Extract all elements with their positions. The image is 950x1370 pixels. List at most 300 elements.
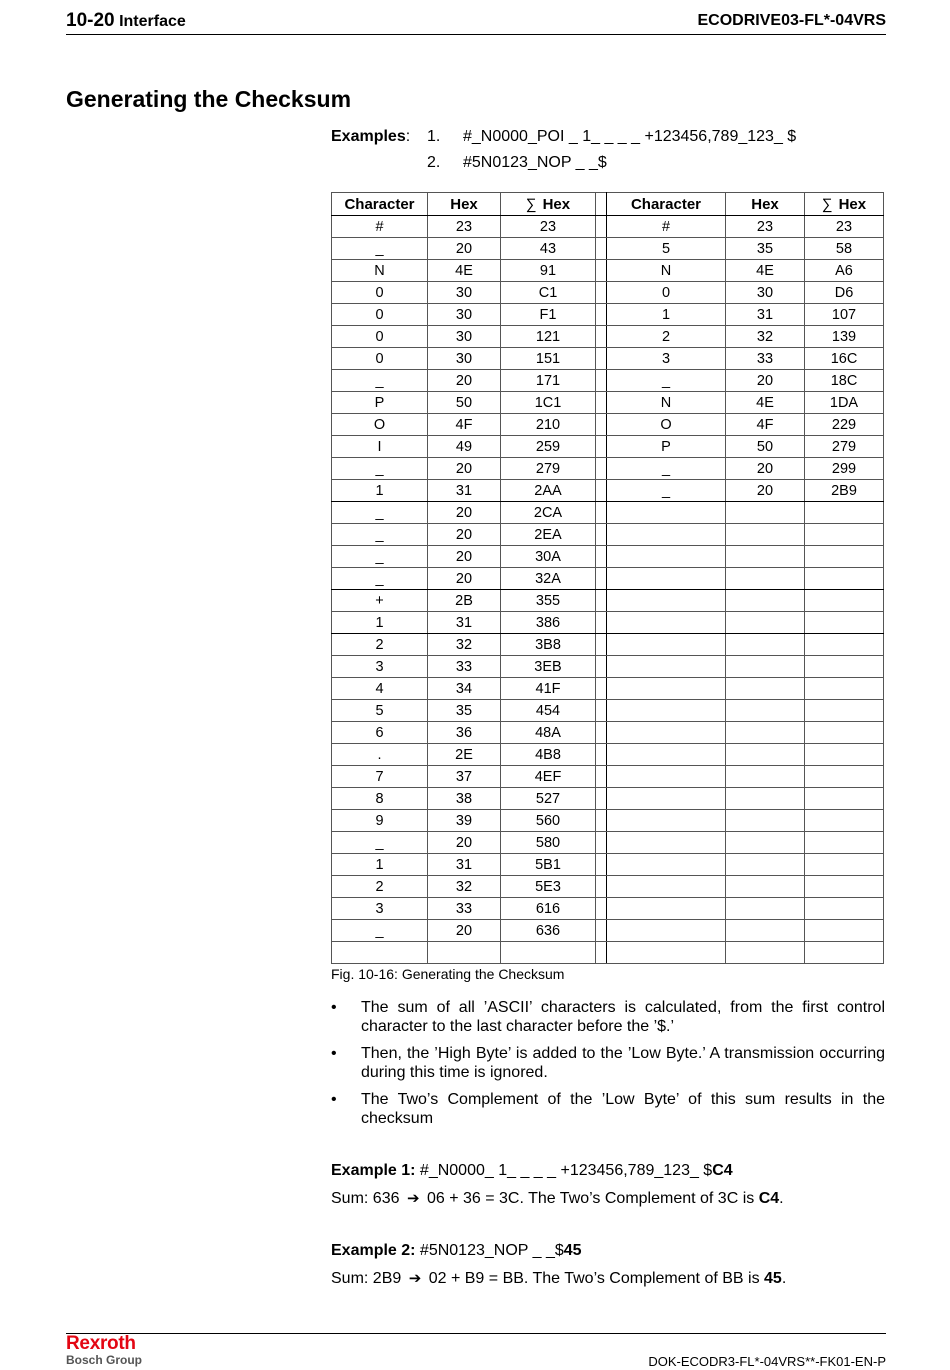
- cell-sum-hex: [805, 876, 884, 898]
- logo-brand: Rexroth: [66, 1333, 136, 1354]
- cell-character: I: [332, 436, 428, 458]
- cell-character: 3: [332, 656, 428, 678]
- cell-sum-hex: 43: [501, 238, 596, 260]
- cell-character: _: [332, 524, 428, 546]
- cell-sum-hex: 580: [501, 832, 596, 854]
- table-row: [332, 436, 884, 458]
- cell-character: 5: [332, 700, 428, 722]
- column-divider: [596, 568, 607, 590]
- column-divider: [596, 216, 607, 238]
- column-divider: [596, 304, 607, 326]
- cell-sum-hex: 616: [501, 898, 596, 920]
- column-divider: [596, 832, 607, 854]
- cell-character: _: [607, 370, 726, 392]
- column-divider: [596, 788, 607, 810]
- cell-character: _: [607, 480, 726, 502]
- cell-hex: 20: [726, 458, 805, 480]
- table-row: [332, 304, 884, 326]
- cell-character: _: [332, 546, 428, 568]
- table-row: [332, 744, 884, 766]
- table-row: [332, 722, 884, 744]
- cell-sum-hex: [805, 612, 884, 634]
- cell-hex: 20: [428, 568, 501, 590]
- cell-hex: 20: [428, 502, 501, 524]
- col-header-sum-hex: ∑ Hex: [501, 193, 596, 216]
- cell-sum-hex: 139: [805, 326, 884, 348]
- table-row: [332, 656, 884, 678]
- cell-character: [607, 854, 726, 876]
- cell-sum-hex: [805, 502, 884, 524]
- cell-character: 1: [332, 854, 428, 876]
- cell-hex: [726, 920, 805, 942]
- cell-character: 7: [332, 766, 428, 788]
- document-id: DOK-ECODR3-FL*-04VRS**-FK01-EN-P: [648, 1354, 886, 1369]
- cell-hex: 35: [428, 700, 501, 722]
- cell-hex: 38: [428, 788, 501, 810]
- cell-sum-hex: [805, 744, 884, 766]
- table-row: [332, 832, 884, 854]
- cell-character: [607, 832, 726, 854]
- table-row: [332, 502, 884, 524]
- cell-character: N: [332, 260, 428, 282]
- cell-hex: 30: [428, 304, 501, 326]
- footer-divider: [66, 1333, 886, 1334]
- cell-sum-hex: [805, 942, 884, 964]
- cell-sum-hex: F1: [501, 304, 596, 326]
- cell-sum-hex: 41F: [501, 678, 596, 700]
- column-divider: [596, 920, 607, 942]
- figure-caption: Fig. 10-16: Generating the Checksum: [331, 966, 565, 982]
- cell-character: [607, 502, 726, 524]
- column-divider: [596, 282, 607, 304]
- cell-hex: 31: [428, 480, 501, 502]
- cell-character: [332, 942, 428, 964]
- column-divider: [596, 612, 607, 634]
- cell-sum-hex: 1DA: [805, 392, 884, 414]
- rexroth-logo: [66, 1334, 142, 1367]
- cell-sum-hex: 527: [501, 788, 596, 810]
- table-row: [332, 370, 884, 392]
- col-header-character: Character: [332, 193, 428, 216]
- column-divider: [596, 854, 607, 876]
- column-divider: [596, 414, 607, 436]
- column-divider: [596, 193, 607, 216]
- product-name: ECODRIVE03-FL*-04VRS: [697, 12, 886, 29]
- cell-character: _: [332, 568, 428, 590]
- cell-hex: 30: [428, 326, 501, 348]
- cell-character: 8: [332, 788, 428, 810]
- cell-character: 6: [332, 722, 428, 744]
- cell-sum-hex: 2B9: [805, 480, 884, 502]
- column-divider: [596, 392, 607, 414]
- cell-sum-hex: [805, 920, 884, 942]
- column-divider: [596, 744, 607, 766]
- cell-character: _: [332, 238, 428, 260]
- cell-sum-hex: [805, 546, 884, 568]
- table-row: [332, 238, 884, 260]
- cell-character: 0: [332, 326, 428, 348]
- cell-character: #: [332, 216, 428, 238]
- cell-sum-hex: 299: [805, 458, 884, 480]
- cell-hex: 31: [428, 612, 501, 634]
- col-header-hex: Hex: [428, 193, 501, 216]
- cell-hex: [726, 876, 805, 898]
- table-row: [332, 898, 884, 920]
- cell-character: [607, 898, 726, 920]
- cell-sum-hex: [805, 524, 884, 546]
- page-number: 10-20: [66, 10, 115, 31]
- cell-character: .: [332, 744, 428, 766]
- cell-hex: 35: [726, 238, 805, 260]
- cell-hex: 32: [428, 876, 501, 898]
- cell-sum-hex: 23: [805, 216, 884, 238]
- cell-sum-hex: [805, 810, 884, 832]
- column-divider: [596, 458, 607, 480]
- cell-hex: [726, 700, 805, 722]
- cell-sum-hex: [805, 898, 884, 920]
- table-row: [332, 678, 884, 700]
- bullet-icon: •: [331, 999, 337, 1016]
- cell-sum-hex: 18C: [805, 370, 884, 392]
- cell-character: [607, 700, 726, 722]
- cell-character: [607, 942, 726, 964]
- cell-sum-hex: 121: [501, 326, 596, 348]
- cell-hex: 4F: [428, 414, 501, 436]
- cell-sum-hex: 4B8: [501, 744, 596, 766]
- cell-character: 2: [332, 876, 428, 898]
- cell-hex: 33: [428, 656, 501, 678]
- cell-sum-hex: 259: [501, 436, 596, 458]
- cell-sum-hex: 58: [805, 238, 884, 260]
- column-divider: [596, 722, 607, 744]
- column-divider: [596, 480, 607, 502]
- table-row: [332, 788, 884, 810]
- cell-hex: 20: [428, 370, 501, 392]
- cell-sum-hex: [805, 568, 884, 590]
- list-item: • The Two’s Complement of the ’Low Byte’ of this sum results in the checksum: [331, 1091, 885, 1127]
- cell-hex: [726, 942, 805, 964]
- cell-hex: 2B: [428, 590, 501, 612]
- cell-character: 3: [607, 348, 726, 370]
- column-divider: [596, 524, 607, 546]
- cell-hex: [726, 568, 805, 590]
- cell-hex: 30: [428, 348, 501, 370]
- cell-hex: 32: [726, 326, 805, 348]
- cell-sum-hex: 210: [501, 414, 596, 436]
- cell-hex: 20: [428, 920, 501, 942]
- cell-character: [607, 788, 726, 810]
- cell-sum-hex: 151: [501, 348, 596, 370]
- cell-sum-hex: [805, 832, 884, 854]
- table-row: [332, 326, 884, 348]
- list-item: • Then, the ’High Byte’ is added to the ’Low Byte.’ A transmission occurring during this time is ignored.: [331, 1045, 885, 1081]
- header-left: [66, 10, 186, 32]
- table-row: [332, 700, 884, 722]
- column-divider: [596, 898, 607, 920]
- table-row: [332, 810, 884, 832]
- cell-hex: 20: [428, 832, 501, 854]
- cell-character: 4: [332, 678, 428, 700]
- column-divider: [596, 766, 607, 788]
- table-row: [332, 260, 884, 282]
- cell-hex: 20: [428, 458, 501, 480]
- col-header-character: Character: [607, 193, 726, 216]
- cell-character: [607, 634, 726, 656]
- cell-hex: 20: [428, 238, 501, 260]
- cell-character: [607, 656, 726, 678]
- page-header: [66, 8, 886, 35]
- table-row: [332, 634, 884, 656]
- cell-hex: 36: [428, 722, 501, 744]
- cell-character: 0: [607, 282, 726, 304]
- cell-hex: [726, 810, 805, 832]
- cell-hex: [726, 898, 805, 920]
- cell-hex: [726, 524, 805, 546]
- example2-line: Example 2: #5N0123_NOP _ _$45: [331, 1242, 582, 1259]
- cell-character: O: [332, 414, 428, 436]
- example1-line: Example 1: #_N0000_ 1_ _ _ _ +123456,789_123_ $C4: [331, 1162, 733, 1179]
- cell-character: _: [332, 458, 428, 480]
- column-divider: [596, 700, 607, 722]
- cell-hex: [726, 722, 805, 744]
- cell-sum-hex: 386: [501, 612, 596, 634]
- cell-character: [607, 546, 726, 568]
- cell-character: 0: [332, 282, 428, 304]
- cell-hex: 34: [428, 678, 501, 700]
- cell-sum-hex: [501, 942, 596, 964]
- cell-sum-hex: 23: [501, 216, 596, 238]
- table-header-row: [332, 193, 884, 216]
- column-divider: [596, 810, 607, 832]
- cell-character: _: [332, 920, 428, 942]
- cell-character: [607, 524, 726, 546]
- cell-sum-hex: [805, 656, 884, 678]
- column-divider: [596, 590, 607, 612]
- table-row: [332, 876, 884, 898]
- cell-hex: [726, 744, 805, 766]
- cell-character: 0: [332, 348, 428, 370]
- cell-character: [607, 920, 726, 942]
- cell-hex: 4E: [726, 392, 805, 414]
- table-row: [332, 766, 884, 788]
- cell-hex: 32: [428, 634, 501, 656]
- cell-character: 0: [332, 304, 428, 326]
- cell-sum-hex: 30A: [501, 546, 596, 568]
- cell-character: [607, 744, 726, 766]
- table-row: [332, 942, 884, 964]
- table-row: [332, 568, 884, 590]
- cell-sum-hex: 171: [501, 370, 596, 392]
- column-divider: [596, 546, 607, 568]
- cell-sum-hex: 2CA: [501, 502, 596, 524]
- table-row: [332, 854, 884, 876]
- cell-sum-hex: 636: [501, 920, 596, 942]
- cell-character: [607, 568, 726, 590]
- table-row: [332, 216, 884, 238]
- cell-sum-hex: 2EA: [501, 524, 596, 546]
- checksum-table: [331, 192, 884, 964]
- cell-sum-hex: 16C: [805, 348, 884, 370]
- cell-character: 2: [607, 326, 726, 348]
- cell-character: [607, 810, 726, 832]
- cell-hex: [726, 766, 805, 788]
- cell-sum-hex: 4EF: [501, 766, 596, 788]
- cell-sum-hex: 5E3: [501, 876, 596, 898]
- column-divider: [596, 634, 607, 656]
- cell-hex: 20: [428, 524, 501, 546]
- cell-sum-hex: A6: [805, 260, 884, 282]
- table-row: [332, 414, 884, 436]
- cell-hex: 4F: [726, 414, 805, 436]
- cell-hex: 20: [726, 480, 805, 502]
- cell-sum-hex: 5B1: [501, 854, 596, 876]
- cell-hex: 37: [428, 766, 501, 788]
- cell-hex: 31: [726, 304, 805, 326]
- cell-hex: [726, 590, 805, 612]
- cell-sum-hex: 229: [805, 414, 884, 436]
- page-title: Generating the Checksum: [66, 86, 352, 112]
- cell-character: 2: [332, 634, 428, 656]
- cell-hex: 50: [726, 436, 805, 458]
- bullet-list: [331, 998, 885, 1136]
- cell-hex: 4E: [428, 260, 501, 282]
- cell-hex: 30: [726, 282, 805, 304]
- cell-character: O: [607, 414, 726, 436]
- cell-sum-hex: [805, 722, 884, 744]
- cell-character: [607, 678, 726, 700]
- cell-character: _: [332, 502, 428, 524]
- column-divider: [596, 370, 607, 392]
- cell-character: N: [607, 392, 726, 414]
- table-body: [332, 216, 884, 964]
- table-row: [332, 480, 884, 502]
- column-divider: [596, 326, 607, 348]
- cell-character: 1: [332, 612, 428, 634]
- cell-sum-hex: 279: [805, 436, 884, 458]
- example1-sum-line: Sum: 636 ➔ 06 + 36 = 3C. The Two’s Complement of 3C is C4.: [331, 1190, 784, 1207]
- cell-sum-hex: [805, 854, 884, 876]
- cell-hex: 31: [428, 854, 501, 876]
- list-item: • The sum of all ’ASCII’ characters is calculated, from the first control character to the last character before the ’$.’: [331, 999, 885, 1035]
- example-number: 1.: [427, 128, 441, 145]
- arrow-right-icon: ➔: [406, 1190, 420, 1207]
- cell-sum-hex: [805, 634, 884, 656]
- table-row: [332, 612, 884, 634]
- column-divider: [596, 656, 607, 678]
- cell-sum-hex: 560: [501, 810, 596, 832]
- table-row: [332, 920, 884, 942]
- examples-label: Examples:: [331, 128, 411, 145]
- cell-sum-hex: 91: [501, 260, 596, 282]
- column-divider: [596, 942, 607, 964]
- cell-hex: 33: [726, 348, 805, 370]
- cell-sum-hex: 3EB: [501, 656, 596, 678]
- cell-sum-hex: [805, 678, 884, 700]
- cell-hex: 23: [726, 216, 805, 238]
- cell-sum-hex: C1: [501, 282, 596, 304]
- example-text: #_N0000_POI _ 1_ _ _ _ +123456,789_123_ $: [463, 128, 797, 145]
- cell-character: [607, 612, 726, 634]
- example-number: 2.: [427, 154, 441, 171]
- cell-character: 5: [607, 238, 726, 260]
- cell-hex: [726, 502, 805, 524]
- table-row: [332, 546, 884, 568]
- cell-character: _: [332, 370, 428, 392]
- cell-hex: 20: [428, 546, 501, 568]
- column-divider: [596, 238, 607, 260]
- cell-character: +: [332, 590, 428, 612]
- table-row: [332, 282, 884, 304]
- cell-sum-hex: 3B8: [501, 634, 596, 656]
- cell-sum-hex: 1C1: [501, 392, 596, 414]
- example-text: #5N0123_NOP _ _$: [463, 154, 607, 171]
- cell-hex: [726, 832, 805, 854]
- cell-sum-hex: 107: [805, 304, 884, 326]
- cell-sum-hex: 48A: [501, 722, 596, 744]
- cell-hex: [726, 678, 805, 700]
- cell-character: [607, 876, 726, 898]
- cell-character: N: [607, 260, 726, 282]
- cell-character: 1: [607, 304, 726, 326]
- cell-character: [607, 766, 726, 788]
- cell-hex: 39: [428, 810, 501, 832]
- cell-hex: 50: [428, 392, 501, 414]
- cell-sum-hex: [805, 590, 884, 612]
- cell-hex: [726, 854, 805, 876]
- col-header-sum-hex: ∑ Hex: [805, 193, 884, 216]
- table-row: [332, 458, 884, 480]
- table-row: [332, 524, 884, 546]
- cell-sum-hex: [805, 788, 884, 810]
- cell-hex: 20: [726, 370, 805, 392]
- column-divider: [596, 348, 607, 370]
- cell-hex: 23: [428, 216, 501, 238]
- example2-sum-line: Sum: 2B9 ➔ 02 + B9 = BB. The Two’s Complement of BB is 45.: [331, 1270, 787, 1287]
- sigma-icon: ∑: [525, 195, 537, 213]
- cell-sum-hex: [805, 700, 884, 722]
- cell-hex: [726, 788, 805, 810]
- logo-sub: Bosch Group: [66, 1353, 143, 1367]
- column-divider: [596, 260, 607, 282]
- cell-sum-hex: 279: [501, 458, 596, 480]
- cell-hex: 33: [428, 898, 501, 920]
- section-name: Interface: [119, 13, 186, 30]
- cell-hex: [726, 612, 805, 634]
- example2-checksum: 45: [563, 1242, 582, 1259]
- sigma-icon: ∑: [821, 195, 833, 213]
- arrow-right-icon: ➔: [408, 1270, 422, 1287]
- cell-sum-hex: 2AA: [501, 480, 596, 502]
- example1-checksum: C4: [712, 1162, 733, 1179]
- cell-character: _: [332, 832, 428, 854]
- cell-sum-hex: 454: [501, 700, 596, 722]
- col-header-hex: Hex: [726, 193, 805, 216]
- cell-sum-hex: 32A: [501, 568, 596, 590]
- cell-sum-hex: [805, 766, 884, 788]
- cell-hex: 30: [428, 282, 501, 304]
- cell-sum-hex: 355: [501, 590, 596, 612]
- bullet-icon: •: [331, 1091, 337, 1108]
- table-row: [332, 392, 884, 414]
- cell-character: 3: [332, 898, 428, 920]
- cell-character: 9: [332, 810, 428, 832]
- cell-hex: [726, 656, 805, 678]
- table-row: [332, 348, 884, 370]
- cell-character: [607, 722, 726, 744]
- cell-character: [607, 590, 726, 612]
- cell-hex: 4E: [726, 260, 805, 282]
- cell-character: 1: [332, 480, 428, 502]
